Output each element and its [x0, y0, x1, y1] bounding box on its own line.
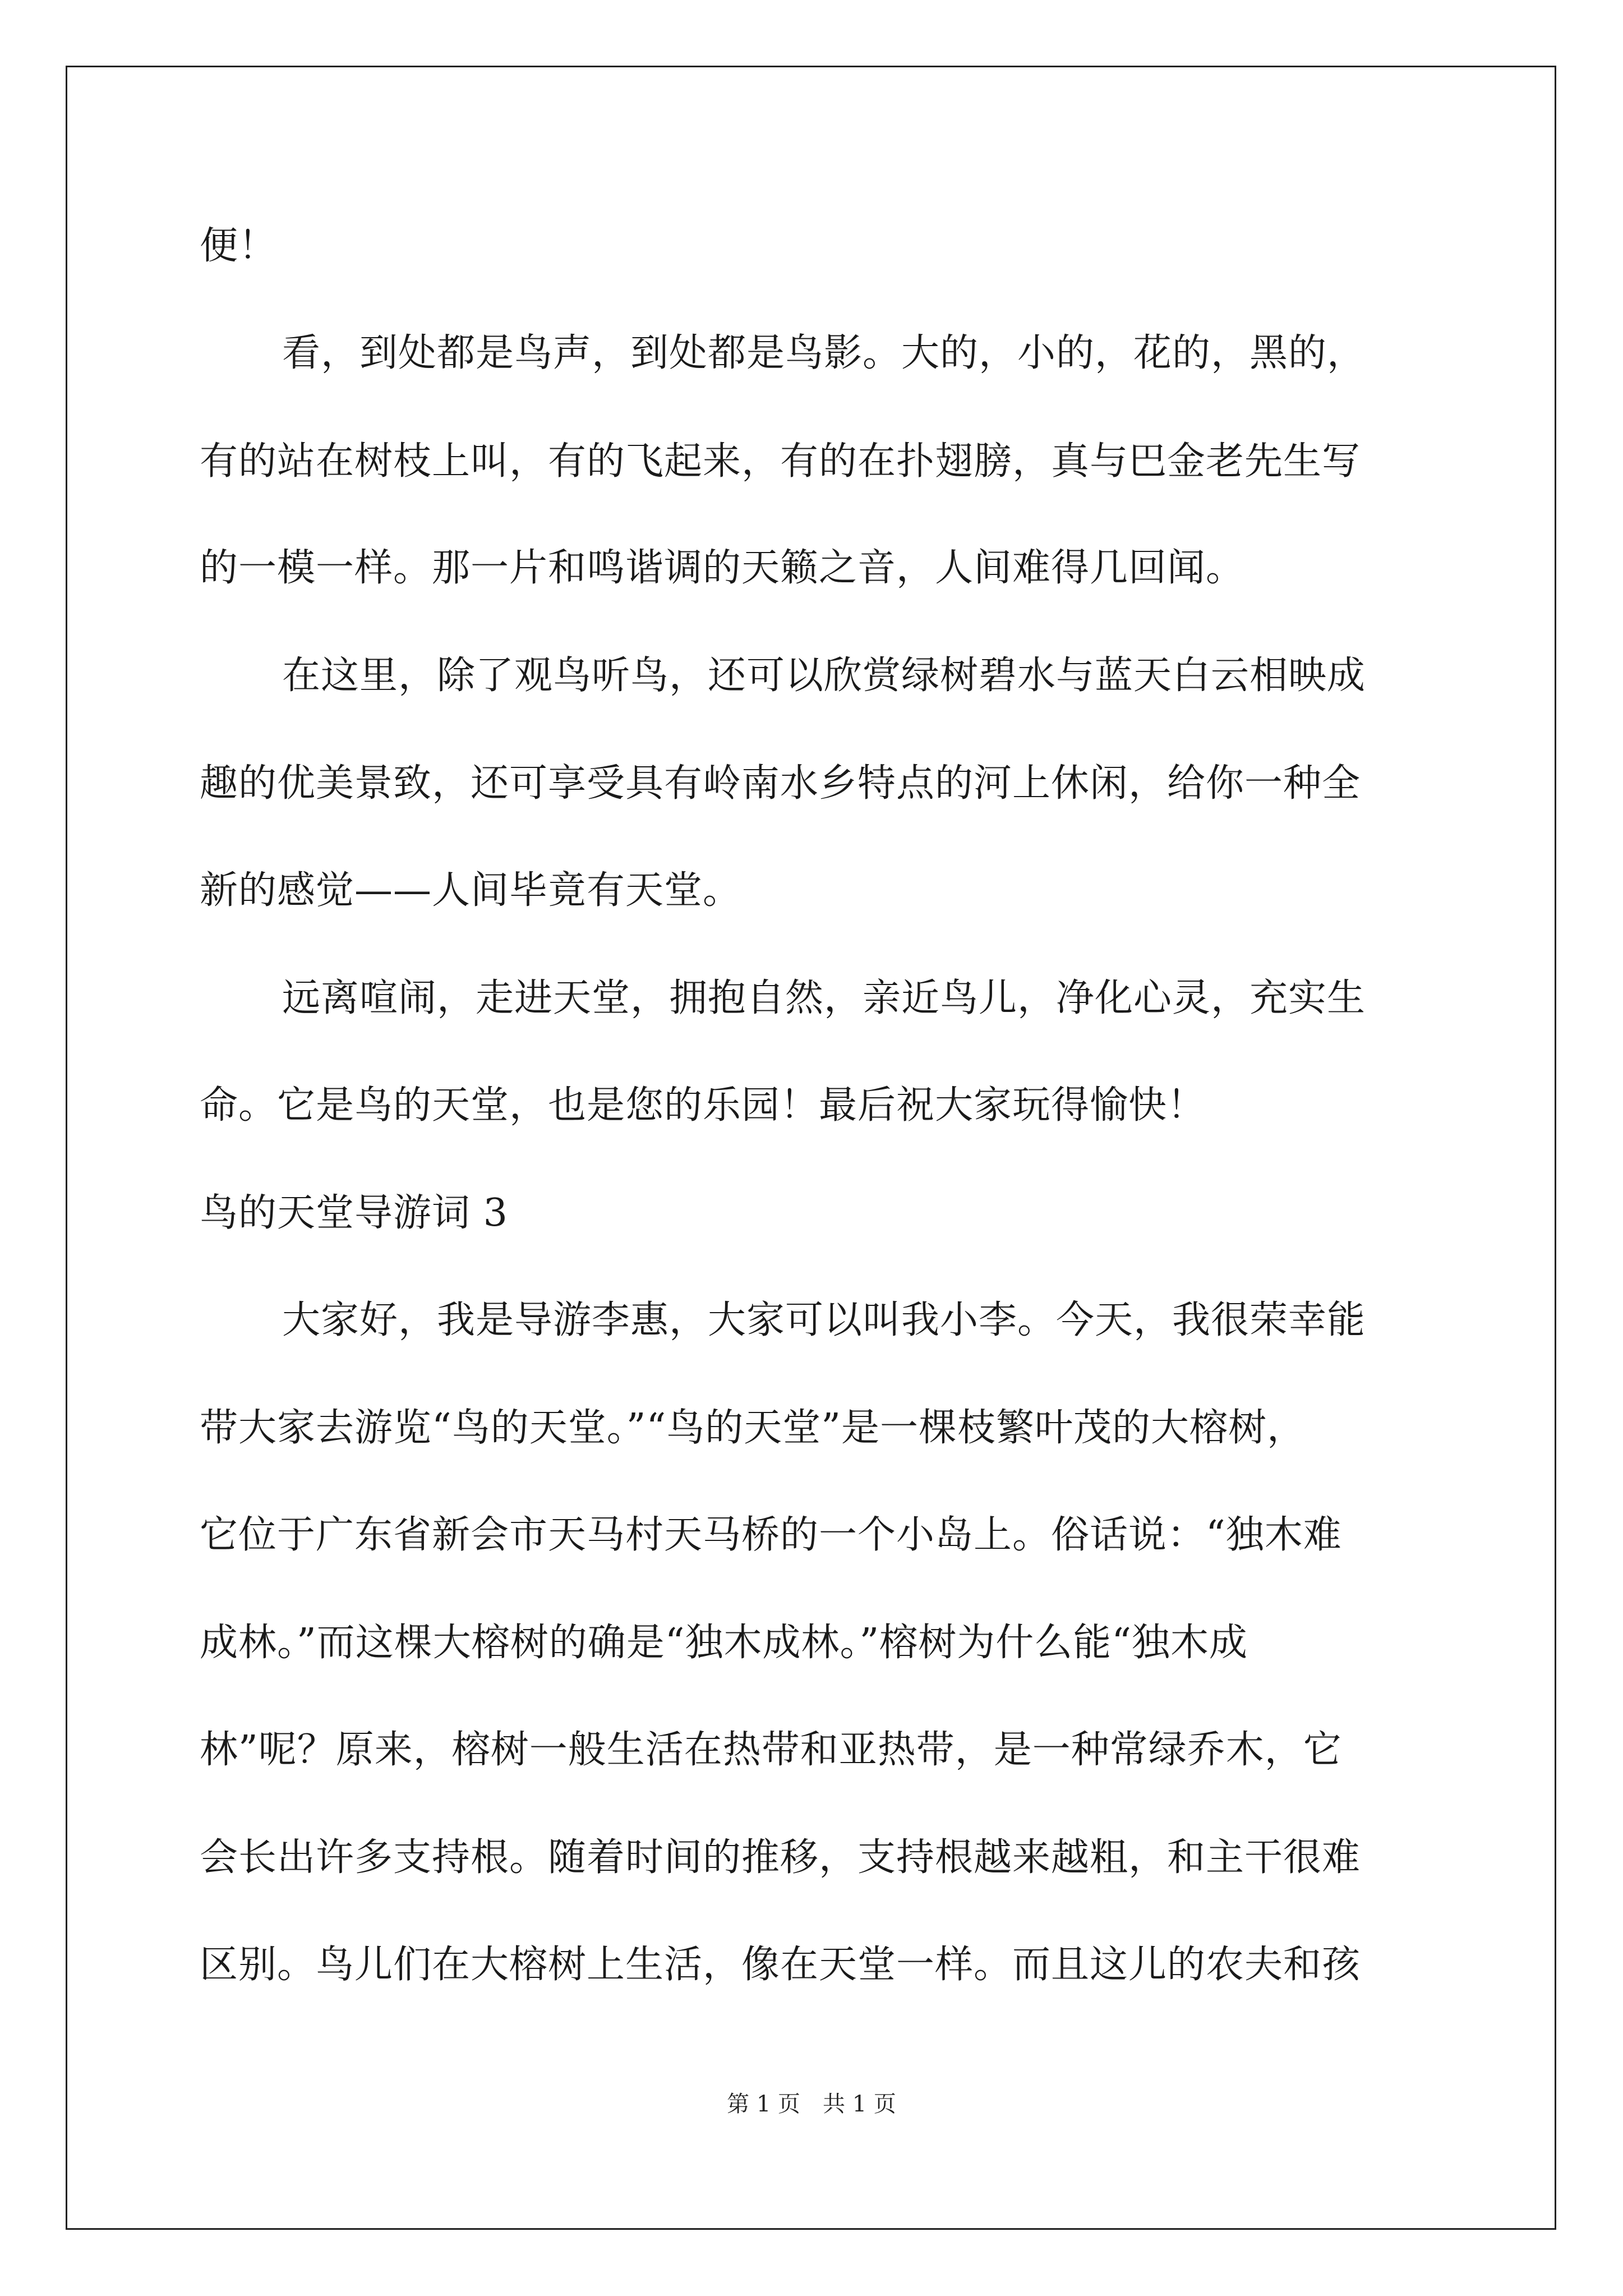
text-line: 区别。鸟儿们在大榕树上生活，像在天堂一样。而且这儿的农夫和孩 — [200, 1943, 1361, 1987]
text-line: 林”呢？原来，榕树一般生活在热带和亚热带，是一种常绿乔木，它 — [200, 1728, 1342, 1772]
text-line: 的一模一样。那一片和鸣谐调的天籁之音，人间难得几回闻。 — [200, 546, 1245, 590]
section-heading: 鸟的天堂导游词 3 — [200, 1191, 508, 1235]
text-line: 大家好，我是导游李惠，大家可以叫我小李。今天，我很荣幸能 — [282, 1298, 1366, 1342]
text-line: 趣的优美景致，还可享受具有岭南水乡特点的河上休闲，给你一种全 — [200, 761, 1361, 806]
text-line: 会长出许多支持根。随着时间的推移，支持根越来越粗，和主干很难 — [200, 1835, 1361, 1880]
text-line: 命。它是鸟的天堂，也是您的乐园！最后祝大家玩得愉快！ — [200, 1083, 1206, 1128]
text-line: 有的站在树枝上叫，有的飞起来，有的在扑翅膀，真与巴金老先生写 — [200, 439, 1361, 484]
text-line: 它位于广东省新会市天马村天马桥的一个小岛上。俗话说：“独木难 — [200, 1513, 1342, 1557]
text-line: 新的感觉——人间毕竟有天堂。 — [200, 868, 742, 913]
text-line: 便！ — [200, 224, 278, 268]
text-line: 看，到处都是鸟声，到处都是鸟影。大的，小的，花的，黑的， — [282, 331, 1366, 375]
page-border — [66, 66, 1556, 2230]
text-line: 成林。”而这棵大榕树的确是“独木成林。”榕树为什么能“独木成 — [200, 1621, 1248, 1665]
text-line: 带大家去游览“鸟的天堂。”“鸟的天堂”是一棵枝繁叶茂的大榕树， — [200, 1406, 1306, 1450]
page-footer: 第 1 页 共 1 页 — [727, 2091, 896, 2117]
text-line: 远离喧闹，走进天堂，拥抱自然，亲近鸟儿，净化心灵，充实生 — [282, 976, 1366, 1020]
text-line: 在这里，除了观鸟听鸟，还可以欣赏绿树碧水与蓝天白云相映成 — [282, 654, 1366, 698]
